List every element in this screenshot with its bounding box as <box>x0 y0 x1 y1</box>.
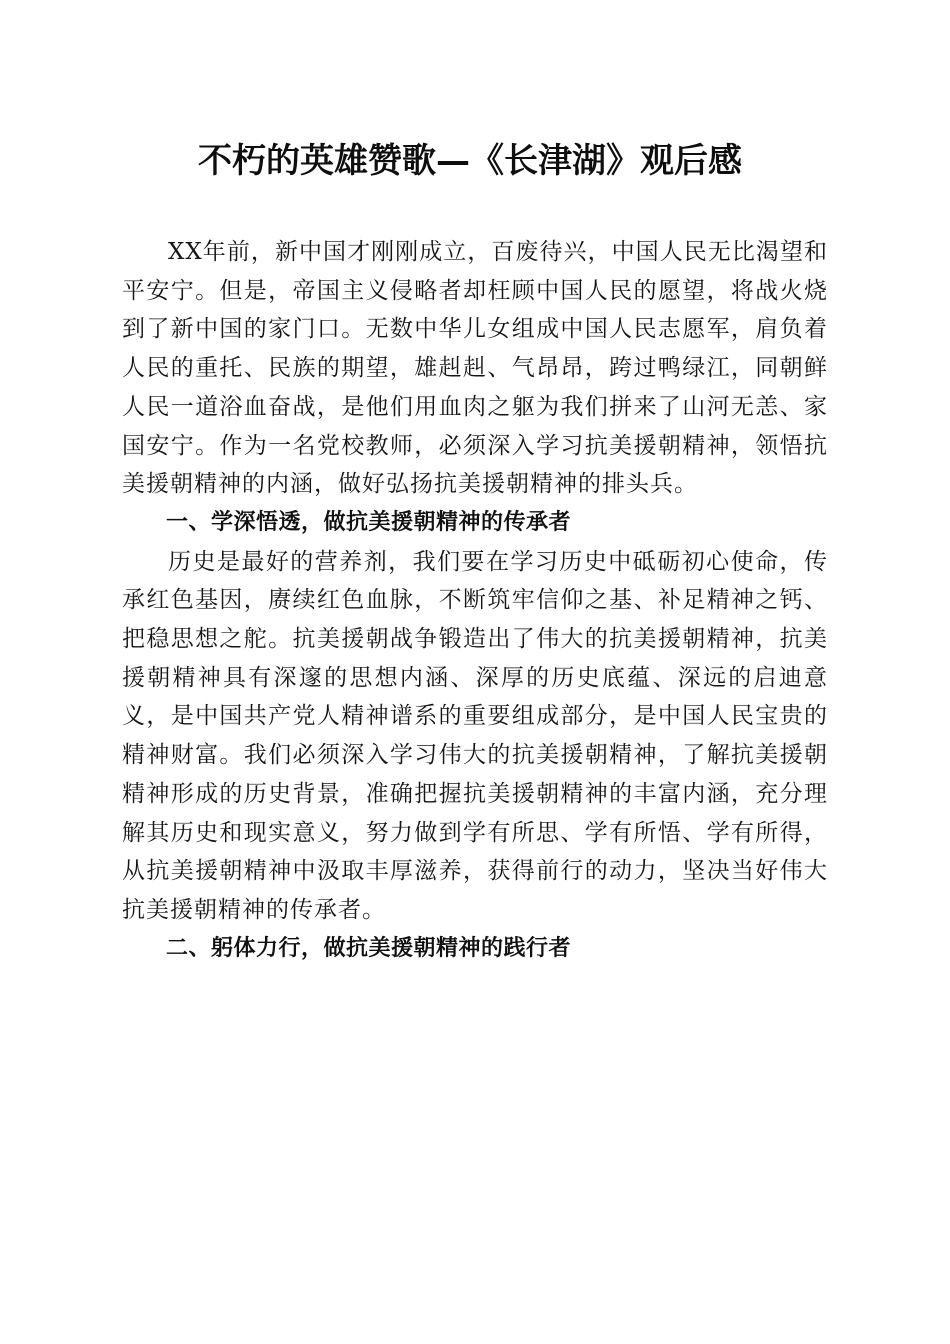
section-1-paragraph: 历史是最好的营养剂，我们要在学习历史中砥砺初心使命，传承红色基因，赓续红色血脉，不断筑牢信仰之基、补足精神之钙、把稳思想之舵。抗美援朝战争锻造出了伟大的抗美援朝精神，抗美援朝精神具有深邃的思想内涵、深厚的历史底蕴、深远的启迪意义，是中国共产党人精神谱系的重要组成部分，是中国人民宝贵的精神财富。我们必须深入学习伟大的抗美援朝精神，了解抗美援朝精神形成的历史背景，准确把握抗美援朝精神的丰富内涵，充分理解其历史和现实意义，努力做到学有所思、学有所悟、学有所得，从抗美援朝精神中汲取丰厚滋养，获得前行的动力，坚决当好伟大抗美援朝精神的传承者。 <box>122 548 828 923</box>
document-title: 不朽的英雄赞歌—《长津湖》观后感 <box>198 141 742 181</box>
intro-paragraph: XX年前，新中国才刚刚成立，百废待兴，中国人民无比渴望和平安宁。但是，帝国主义侵略者却枉顾中国人民的愿望，将战火烧到了新中国的家门口。无数中华儿女组成中国人民志愿军，肩负着人民的重托、民族的期望，雄赳赳、气昂昂，跨过鸭绿江，同朝鲜人民一道浴血奋战，是他们用血肉之躯为我们拼来了山河无恙、家国安宁。作为一名党校教师，必须深入学习抗美援朝精神，领悟抗美援朝精神的内涵，做好弘扬抗美援朝精神的排头兵。 <box>122 239 828 498</box>
section-1-heading: 一、学深悟透，做抗美援朝精神的传承者 <box>166 509 572 535</box>
document-body <box>122 233 828 968</box>
section-2-heading: 二、躬体力行，做抗美援朝精神的践行者 <box>166 935 572 961</box>
